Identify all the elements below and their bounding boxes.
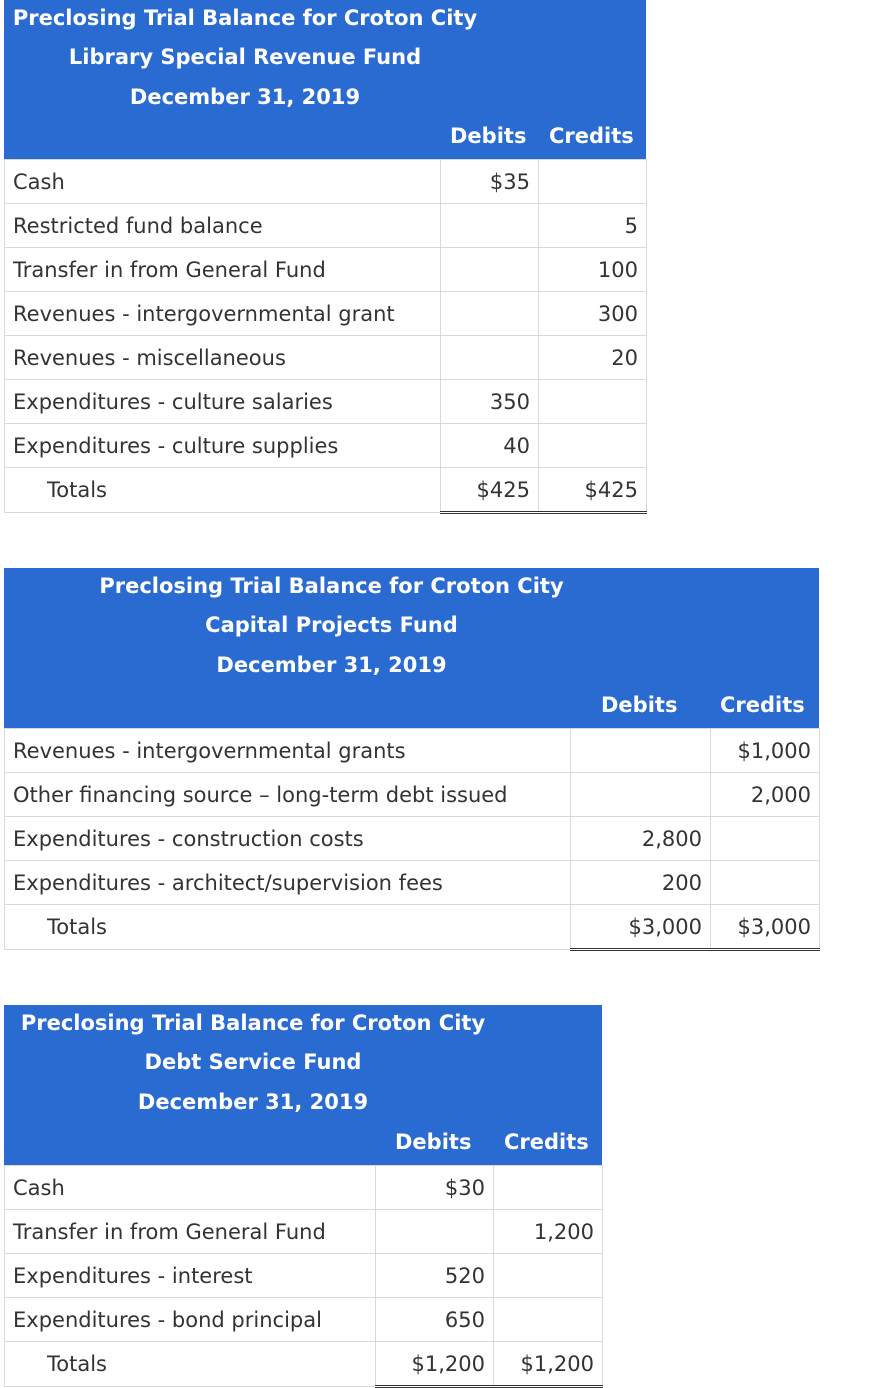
account-name: Expenditures - architect/supervision fees bbox=[5, 861, 571, 905]
account-name: Expenditures - culture salaries bbox=[5, 380, 441, 424]
credit-cell: 300 bbox=[539, 292, 647, 336]
capital-fund-subtitle: Capital Projects Fund bbox=[205, 613, 458, 637]
table-row bbox=[5, 861, 820, 905]
total-credit: $1,200 bbox=[494, 1342, 603, 1387]
account-name: Revenues - intergovernmental grant bbox=[5, 292, 441, 336]
table-row bbox=[5, 1298, 603, 1342]
totals-row bbox=[5, 905, 820, 950]
table-row bbox=[5, 1210, 603, 1254]
credit-cell bbox=[494, 1254, 603, 1298]
table-row bbox=[5, 424, 647, 468]
account-name: Expenditures - bond principal bbox=[5, 1298, 376, 1342]
library-fund-trial-balance bbox=[4, 0, 647, 514]
account-name: Other financing source – long-term debt issued bbox=[5, 773, 571, 817]
debt-fund-table bbox=[4, 1165, 603, 1388]
capital-fund-credits-header: Credits bbox=[720, 693, 805, 717]
library-fund-table bbox=[4, 159, 647, 514]
capital-fund-title: Preclosing Trial Balance for Croton City bbox=[99, 574, 564, 598]
credit-cell: 1,200 bbox=[494, 1210, 603, 1254]
totals-row bbox=[5, 1342, 603, 1387]
account-name: Revenues - miscellaneous bbox=[5, 336, 441, 380]
capital-fund-date: December 31, 2019 bbox=[216, 653, 447, 677]
table-row bbox=[5, 336, 647, 380]
library-fund-subtitle: Library Special Revenue Fund bbox=[68, 45, 422, 69]
table-row bbox=[5, 292, 647, 336]
debt-fund-subtitle: Debt Service Fund bbox=[144, 1050, 362, 1074]
credit-cell bbox=[539, 380, 647, 424]
account-name: Expenditures - culture supplies bbox=[5, 424, 441, 468]
credit-cell bbox=[539, 424, 647, 468]
totals-label: Totals bbox=[5, 905, 571, 950]
credit-cell: $1,000 bbox=[711, 729, 820, 773]
credit-cell bbox=[494, 1166, 603, 1210]
account-name: Expenditures - interest bbox=[5, 1254, 376, 1298]
table-row bbox=[5, 248, 647, 292]
debit-cell: 650 bbox=[376, 1298, 494, 1342]
account-name: Cash bbox=[5, 160, 441, 204]
credit-cell bbox=[494, 1298, 603, 1342]
library-fund-date: December 31, 2019 bbox=[129, 85, 361, 109]
total-debit: $1,200 bbox=[376, 1342, 494, 1387]
table-row bbox=[5, 204, 647, 248]
total-debit: $3,000 bbox=[571, 905, 711, 950]
account-name: Expenditures - construction costs bbox=[5, 817, 571, 861]
debt-fund-header bbox=[4, 1005, 602, 1165]
library-fund-credits-header: Credits bbox=[549, 124, 634, 148]
total-credit: $3,000 bbox=[711, 905, 820, 950]
totals-label: Totals bbox=[5, 468, 441, 513]
capital-fund-table bbox=[4, 728, 820, 951]
table-row bbox=[5, 1254, 603, 1298]
debit-cell: 200 bbox=[571, 861, 711, 905]
credit-cell: 20 bbox=[539, 336, 647, 380]
table-row bbox=[5, 380, 647, 424]
capital-fund-trial-balance bbox=[4, 568, 820, 951]
debt-fund-debits-header: Debits bbox=[395, 1130, 472, 1154]
library-fund-header bbox=[4, 0, 646, 159]
total-credit: $425 bbox=[539, 468, 647, 513]
debit-cell bbox=[376, 1210, 494, 1254]
library-fund-title: Preclosing Trial Balance for Croton City bbox=[12, 6, 478, 30]
library-fund-debits-header: Debits bbox=[450, 124, 527, 148]
debit-cell bbox=[571, 729, 711, 773]
debt-fund-title: Preclosing Trial Balance for Croton City bbox=[20, 1011, 486, 1035]
debit-cell: 40 bbox=[441, 424, 539, 468]
debit-cell: 350 bbox=[441, 380, 539, 424]
capital-fund-header bbox=[4, 568, 819, 728]
totals-row bbox=[5, 468, 647, 513]
table-row bbox=[5, 160, 647, 204]
debit-cell bbox=[571, 773, 711, 817]
debt-fund-date: December 31, 2019 bbox=[137, 1090, 369, 1114]
credit-cell bbox=[711, 817, 820, 861]
table-row bbox=[5, 729, 820, 773]
debit-cell: 2,800 bbox=[571, 817, 711, 861]
credit-cell: 5 bbox=[539, 204, 647, 248]
credit-cell bbox=[711, 861, 820, 905]
account-name: Transfer in from General Fund bbox=[5, 1210, 376, 1254]
credit-cell bbox=[539, 160, 647, 204]
debt-fund-credits-header: Credits bbox=[504, 1130, 589, 1154]
debit-cell bbox=[441, 248, 539, 292]
capital-fund-debits-header: Debits bbox=[601, 693, 678, 717]
debit-cell bbox=[441, 336, 539, 380]
account-name: Transfer in from General Fund bbox=[5, 248, 441, 292]
total-debit: $425 bbox=[441, 468, 539, 513]
debit-cell: 520 bbox=[376, 1254, 494, 1298]
table-row bbox=[5, 1166, 603, 1210]
debit-cell: $30 bbox=[376, 1166, 494, 1210]
account-name: Revenues - intergovernmental grants bbox=[5, 729, 571, 773]
debit-cell bbox=[441, 292, 539, 336]
account-name: Cash bbox=[5, 1166, 376, 1210]
totals-label: Totals bbox=[5, 1342, 376, 1387]
debit-cell bbox=[441, 204, 539, 248]
credit-cell: 2,000 bbox=[711, 773, 820, 817]
debt-fund-trial-balance bbox=[4, 1005, 603, 1388]
credit-cell: 100 bbox=[539, 248, 647, 292]
account-name: Restricted fund balance bbox=[5, 204, 441, 248]
table-row bbox=[5, 817, 820, 861]
table-row bbox=[5, 773, 820, 817]
debit-cell: $35 bbox=[441, 160, 539, 204]
